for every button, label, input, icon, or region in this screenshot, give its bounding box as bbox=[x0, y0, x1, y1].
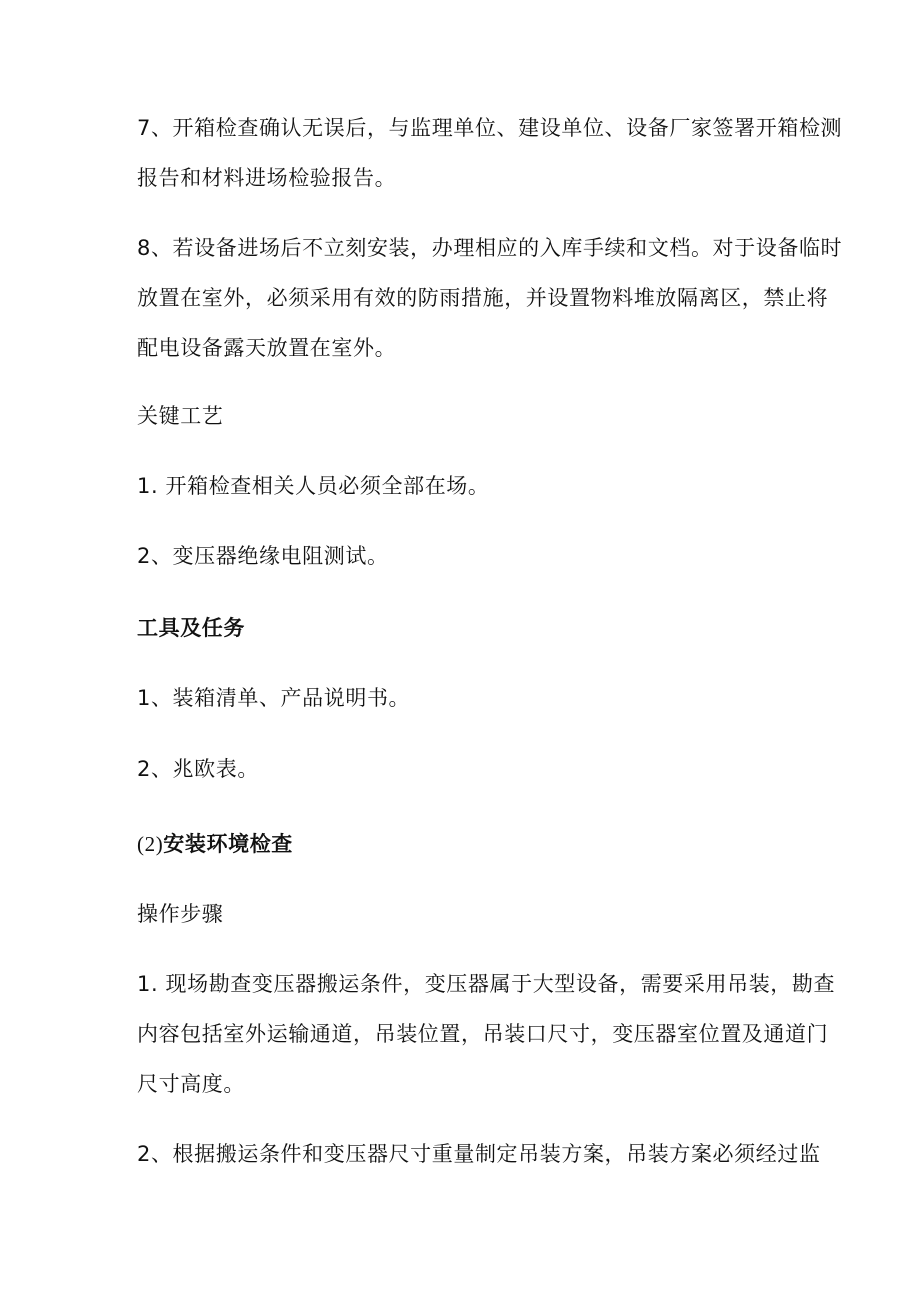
key-process-item-2: 2、变压器绝缘电阻测试。 bbox=[137, 544, 389, 568]
paragraph-8-line-3: 配电设备露天放置在室外。 bbox=[137, 336, 397, 360]
paragraph-7-line-2: 报告和材料进场检验报告。 bbox=[137, 166, 397, 190]
step-1-line-1: 1. 现场勘查变压器搬运条件，变压器属于大型设备，需要采用吊装，勘查 bbox=[137, 972, 836, 996]
tools-heading: 工具及任务 bbox=[137, 616, 245, 640]
section-2-number: (2) bbox=[137, 832, 164, 856]
section-2-heading bbox=[137, 830, 797, 858]
step-1-line-2: 内容包括室外运输通道，吊装位置，吊装口尺寸，变压器室位置及通道门 bbox=[137, 1022, 829, 1046]
section-2-title: 安装环境检查 bbox=[163, 832, 293, 856]
step-2-line-1: 2、根据搬运条件和变压器尺寸重量制定吊装方案，吊装方案必须经过监 bbox=[137, 1142, 821, 1166]
key-process-item-1: 1. 开箱检查相关人员必须全部在场。 bbox=[137, 474, 490, 498]
paragraph-7-line-1: 7、开箱检查确认无误后，与监理单位、建设单位、设备厂家签署开箱检测 bbox=[137, 116, 843, 140]
key-process-heading: 关键工艺 bbox=[137, 404, 224, 428]
tools-item-1: 1、装箱清单、产品说明书。 bbox=[137, 686, 411, 710]
step-1-line-3: 尺寸高度。 bbox=[137, 1072, 245, 1096]
paragraph-8-line-1: 8、若设备进场后不立刻安装，办理相应的入库手续和文档。对于设备临时 bbox=[137, 236, 843, 260]
paragraph-8-line-2: 放置在室外，必须采用有效的防雨措施，并设置物料堆放隔离区，禁止将 bbox=[137, 286, 829, 310]
tools-item-2: 2、兆欧表。 bbox=[137, 757, 259, 781]
steps-heading: 操作步骤 bbox=[137, 902, 224, 926]
